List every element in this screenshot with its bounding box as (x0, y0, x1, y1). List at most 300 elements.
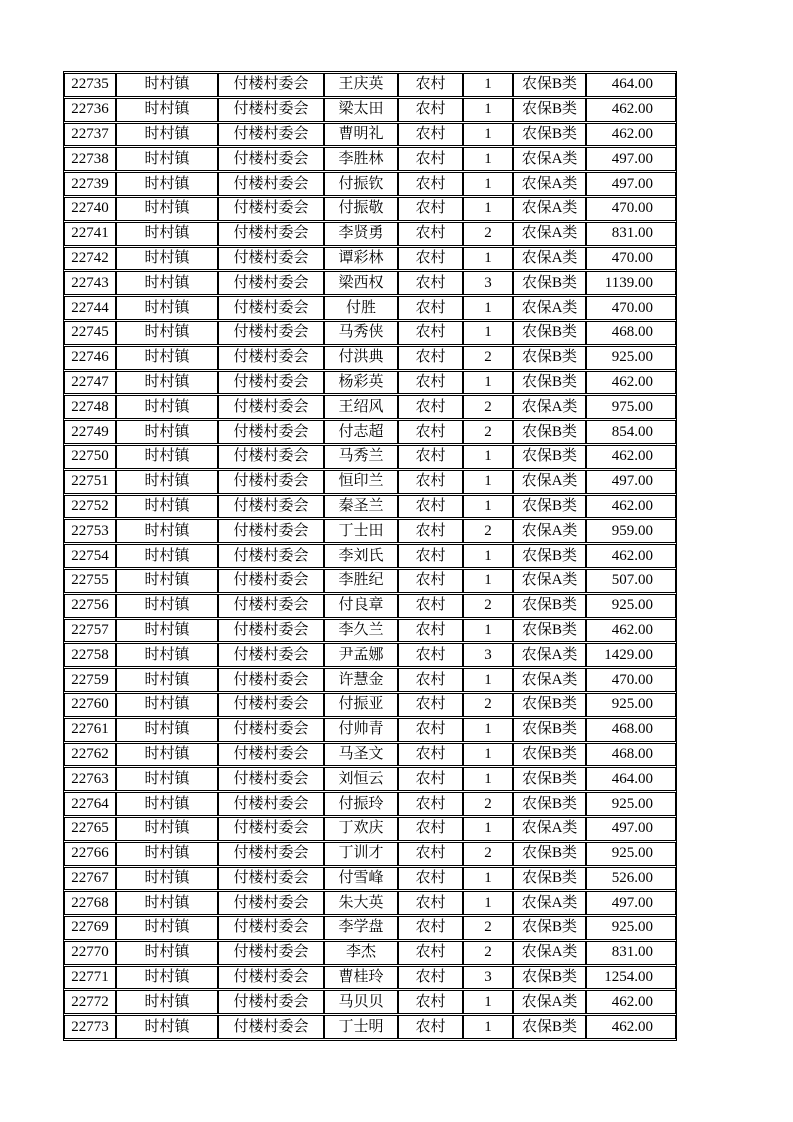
cell-town: 时村镇 (116, 668, 218, 692)
cell-person-name: 付洪典 (324, 346, 398, 370)
table-row (64, 990, 676, 1014)
cell-insurance-class: 农保B类 (513, 743, 586, 767)
cell-residence-category: 农村 (398, 73, 463, 97)
cell-amount: 497.00 (586, 172, 676, 196)
cell-person-count: 1 (463, 445, 513, 469)
cell-village-committee: 付楼村委会 (218, 495, 324, 519)
cell-residence-category: 农村 (398, 519, 463, 543)
table-row (64, 519, 676, 543)
cell-residence-category: 农村 (398, 321, 463, 345)
cell-insurance-class: 农保B类 (513, 420, 586, 444)
cell-insurance-class: 农保A类 (513, 643, 586, 667)
table-row (64, 941, 676, 965)
table-row (64, 371, 676, 395)
cell-village-committee: 付楼村委会 (218, 98, 324, 122)
cell-person-count: 2 (463, 792, 513, 816)
cell-residence-category: 农村 (398, 445, 463, 469)
cell-town: 时村镇 (116, 321, 218, 345)
cell-town: 时村镇 (116, 767, 218, 791)
cell-person-count: 2 (463, 395, 513, 419)
cell-amount: 470.00 (586, 296, 676, 320)
cell-town: 时村镇 (116, 817, 218, 841)
cell-person-name: 朱大英 (324, 891, 398, 915)
cell-village-committee: 付楼村委会 (218, 569, 324, 593)
cell-record-id: 22749 (64, 420, 116, 444)
cell-record-id: 22764 (64, 792, 116, 816)
cell-amount: 468.00 (586, 743, 676, 767)
cell-village-committee: 付楼村委会 (218, 271, 324, 295)
cell-person-name: 梁西权 (324, 271, 398, 295)
cell-record-id: 22736 (64, 98, 116, 122)
cell-record-id: 22766 (64, 842, 116, 866)
cell-town: 时村镇 (116, 445, 218, 469)
cell-person-count: 2 (463, 346, 513, 370)
cell-record-id: 22751 (64, 470, 116, 494)
cell-village-committee: 付楼村委会 (218, 867, 324, 891)
cell-residence-category: 农村 (398, 395, 463, 419)
cell-person-count: 1 (463, 867, 513, 891)
cell-town: 时村镇 (116, 73, 218, 97)
cell-amount: 925.00 (586, 916, 676, 940)
cell-village-committee: 付楼村委会 (218, 371, 324, 395)
cell-residence-category: 农村 (398, 371, 463, 395)
cell-record-id: 22738 (64, 147, 116, 171)
cell-person-name: 李胜纪 (324, 569, 398, 593)
cell-residence-category: 农村 (398, 941, 463, 965)
cell-record-id: 22772 (64, 990, 116, 1014)
cell-insurance-class: 农保A类 (513, 817, 586, 841)
cell-insurance-class: 农保B类 (513, 98, 586, 122)
cell-amount: 831.00 (586, 941, 676, 965)
cell-town: 时村镇 (116, 296, 218, 320)
cell-person-name: 付振钦 (324, 172, 398, 196)
cell-record-id: 22752 (64, 495, 116, 519)
cell-town: 时村镇 (116, 247, 218, 271)
cell-person-name: 李杰 (324, 941, 398, 965)
table-row (64, 743, 676, 767)
cell-amount: 464.00 (586, 767, 676, 791)
cell-amount: 470.00 (586, 197, 676, 221)
cell-village-committee: 付楼村委会 (218, 172, 324, 196)
cell-village-committee: 付楼村委会 (218, 519, 324, 543)
cell-person-count: 2 (463, 222, 513, 246)
cell-record-id: 22771 (64, 966, 116, 990)
cell-person-count: 1 (463, 718, 513, 742)
table-row (64, 271, 676, 295)
cell-insurance-class: 农保A类 (513, 668, 586, 692)
cell-amount: 507.00 (586, 569, 676, 593)
cell-village-committee: 付楼村委会 (218, 346, 324, 370)
cell-amount: 468.00 (586, 321, 676, 345)
cell-town: 时村镇 (116, 718, 218, 742)
document-page (63, 71, 677, 1041)
cell-town: 时村镇 (116, 643, 218, 667)
table-row (64, 693, 676, 717)
table-row (64, 147, 676, 171)
table-row (64, 445, 676, 469)
cell-person-count: 1 (463, 743, 513, 767)
cell-person-name: 李久兰 (324, 619, 398, 643)
cell-residence-category: 农村 (398, 222, 463, 246)
cell-village-committee: 付楼村委会 (218, 916, 324, 940)
cell-village-committee: 付楼村委会 (218, 743, 324, 767)
cell-amount: 462.00 (586, 1015, 676, 1039)
cell-amount: 831.00 (586, 222, 676, 246)
table-row (64, 619, 676, 643)
cell-amount: 497.00 (586, 147, 676, 171)
cell-insurance-class: 农保A类 (513, 296, 586, 320)
cell-residence-category: 农村 (398, 346, 463, 370)
cell-residence-category: 农村 (398, 470, 463, 494)
cell-person-count: 1 (463, 619, 513, 643)
table-row (64, 594, 676, 618)
cell-person-count: 3 (463, 271, 513, 295)
cell-village-committee: 付楼村委会 (218, 1015, 324, 1039)
cell-record-id: 22740 (64, 197, 116, 221)
cell-person-count: 2 (463, 693, 513, 717)
cell-record-id: 22747 (64, 371, 116, 395)
cell-residence-category: 农村 (398, 271, 463, 295)
cell-record-id: 22746 (64, 346, 116, 370)
cell-record-id: 22768 (64, 891, 116, 915)
cell-residence-category: 农村 (398, 172, 463, 196)
cell-record-id: 22739 (64, 172, 116, 196)
cell-person-name: 付雪峰 (324, 867, 398, 891)
cell-insurance-class: 农保B类 (513, 544, 586, 568)
cell-residence-category: 农村 (398, 693, 463, 717)
cell-person-name: 丁士田 (324, 519, 398, 543)
cell-village-committee: 付楼村委会 (218, 891, 324, 915)
cell-residence-category: 农村 (398, 247, 463, 271)
table-row (64, 346, 676, 370)
table-row (64, 767, 676, 791)
cell-village-committee: 付楼村委会 (218, 767, 324, 791)
table-row (64, 544, 676, 568)
cell-person-name: 尹孟娜 (324, 643, 398, 667)
table-row (64, 470, 676, 494)
cell-village-committee: 付楼村委会 (218, 420, 324, 444)
cell-person-name: 付良章 (324, 594, 398, 618)
cell-person-count: 1 (463, 197, 513, 221)
cell-town: 时村镇 (116, 371, 218, 395)
cell-town: 时村镇 (116, 569, 218, 593)
cell-person-count: 1 (463, 172, 513, 196)
cell-person-count: 2 (463, 594, 513, 618)
cell-residence-category: 农村 (398, 842, 463, 866)
cell-insurance-class: 农保A类 (513, 197, 586, 221)
cell-residence-category: 农村 (398, 569, 463, 593)
cell-record-id: 22758 (64, 643, 116, 667)
cell-town: 时村镇 (116, 867, 218, 891)
cell-person-count: 2 (463, 420, 513, 444)
cell-town: 时村镇 (116, 147, 218, 171)
table-row (64, 569, 676, 593)
cell-insurance-class: 农保B类 (513, 73, 586, 97)
cell-village-committee: 付楼村委会 (218, 395, 324, 419)
cell-residence-category: 农村 (398, 495, 463, 519)
cell-person-name: 马贝贝 (324, 990, 398, 1014)
cell-person-count: 3 (463, 966, 513, 990)
cell-person-name: 王绍风 (324, 395, 398, 419)
cell-town: 时村镇 (116, 842, 218, 866)
cell-person-count: 1 (463, 321, 513, 345)
cell-village-committee: 付楼村委会 (218, 619, 324, 643)
table-body (64, 73, 676, 1039)
cell-village-committee: 付楼村委会 (218, 718, 324, 742)
cell-town: 时村镇 (116, 544, 218, 568)
table-row (64, 98, 676, 122)
cell-town: 时村镇 (116, 891, 218, 915)
cell-person-name: 杨彩英 (324, 371, 398, 395)
cell-person-name: 李学盘 (324, 916, 398, 940)
cell-amount: 975.00 (586, 395, 676, 419)
cell-record-id: 22761 (64, 718, 116, 742)
cell-village-committee: 付楼村委会 (218, 643, 324, 667)
cell-person-count: 2 (463, 842, 513, 866)
cell-amount: 464.00 (586, 73, 676, 97)
cell-residence-category: 农村 (398, 668, 463, 692)
cell-residence-category: 农村 (398, 990, 463, 1014)
cell-record-id: 22755 (64, 569, 116, 593)
cell-person-name: 丁欢庆 (324, 817, 398, 841)
cell-insurance-class: 农保A类 (513, 891, 586, 915)
cell-record-id: 22745 (64, 321, 116, 345)
cell-insurance-class: 农保B类 (513, 271, 586, 295)
cell-village-committee: 付楼村委会 (218, 693, 324, 717)
cell-amount: 925.00 (586, 792, 676, 816)
cell-person-name: 丁训才 (324, 842, 398, 866)
cell-amount: 462.00 (586, 619, 676, 643)
cell-village-committee: 付楼村委会 (218, 147, 324, 171)
cell-residence-category: 农村 (398, 643, 463, 667)
cell-town: 时村镇 (116, 792, 218, 816)
cell-person-name: 秦圣兰 (324, 495, 398, 519)
cell-insurance-class: 农保B类 (513, 445, 586, 469)
cell-town: 时村镇 (116, 1015, 218, 1039)
table-row (64, 395, 676, 419)
cell-insurance-class: 农保A类 (513, 941, 586, 965)
cell-town: 时村镇 (116, 966, 218, 990)
cell-person-count: 2 (463, 916, 513, 940)
cell-village-committee: 付楼村委会 (218, 123, 324, 147)
cell-record-id: 22759 (64, 668, 116, 692)
table-row (64, 668, 676, 692)
cell-person-name: 付胜 (324, 296, 398, 320)
cell-insurance-class: 农保B类 (513, 767, 586, 791)
cell-record-id: 22757 (64, 619, 116, 643)
cell-amount: 854.00 (586, 420, 676, 444)
cell-residence-category: 农村 (398, 98, 463, 122)
cell-amount: 462.00 (586, 990, 676, 1014)
cell-residence-category: 农村 (398, 743, 463, 767)
cell-person-count: 1 (463, 371, 513, 395)
cell-person-count: 1 (463, 123, 513, 147)
cell-record-id: 22767 (64, 867, 116, 891)
cell-insurance-class: 农保B类 (513, 842, 586, 866)
cell-insurance-class: 农保B类 (513, 916, 586, 940)
cell-town: 时村镇 (116, 990, 218, 1014)
table-row (64, 891, 676, 915)
cell-record-id: 22737 (64, 123, 116, 147)
payout-table (63, 71, 677, 1041)
cell-insurance-class: 农保B类 (513, 371, 586, 395)
cell-residence-category: 农村 (398, 594, 463, 618)
cell-person-name: 马秀兰 (324, 445, 398, 469)
cell-record-id: 22753 (64, 519, 116, 543)
cell-insurance-class: 农保A类 (513, 172, 586, 196)
cell-person-name: 刘恒云 (324, 767, 398, 791)
cell-town: 时村镇 (116, 172, 218, 196)
cell-village-committee: 付楼村委会 (218, 594, 324, 618)
cell-insurance-class: 农保B类 (513, 495, 586, 519)
cell-residence-category: 农村 (398, 817, 463, 841)
cell-town: 时村镇 (116, 743, 218, 767)
cell-record-id: 22750 (64, 445, 116, 469)
cell-person-name: 李胜林 (324, 147, 398, 171)
cell-record-id: 22735 (64, 73, 116, 97)
cell-town: 时村镇 (116, 941, 218, 965)
cell-amount: 1139.00 (586, 271, 676, 295)
cell-insurance-class: 农保A类 (513, 147, 586, 171)
cell-amount: 468.00 (586, 718, 676, 742)
cell-person-count: 1 (463, 569, 513, 593)
cell-village-committee: 付楼村委会 (218, 73, 324, 97)
table-row (64, 296, 676, 320)
cell-residence-category: 农村 (398, 619, 463, 643)
table-row (64, 222, 676, 246)
cell-person-count: 2 (463, 941, 513, 965)
cell-insurance-class: 农保B类 (513, 718, 586, 742)
cell-amount: 526.00 (586, 867, 676, 891)
cell-person-name: 恒印兰 (324, 470, 398, 494)
cell-town: 时村镇 (116, 123, 218, 147)
cell-person-count: 2 (463, 519, 513, 543)
cell-person-name: 付振玲 (324, 792, 398, 816)
cell-insurance-class: 农保A类 (513, 470, 586, 494)
cell-insurance-class: 农保A类 (513, 222, 586, 246)
cell-town: 时村镇 (116, 594, 218, 618)
table-row (64, 495, 676, 519)
cell-record-id: 22748 (64, 395, 116, 419)
cell-residence-category: 农村 (398, 792, 463, 816)
cell-residence-category: 农村 (398, 123, 463, 147)
cell-amount: 462.00 (586, 123, 676, 147)
cell-amount: 470.00 (586, 247, 676, 271)
cell-record-id: 22769 (64, 916, 116, 940)
cell-residence-category: 农村 (398, 147, 463, 171)
cell-insurance-class: 农保B类 (513, 792, 586, 816)
cell-person-name: 李刘氏 (324, 544, 398, 568)
cell-person-count: 1 (463, 296, 513, 320)
cell-residence-category: 农村 (398, 867, 463, 891)
cell-person-name: 丁士明 (324, 1015, 398, 1039)
cell-town: 时村镇 (116, 420, 218, 444)
cell-amount: 462.00 (586, 495, 676, 519)
cell-record-id: 22762 (64, 743, 116, 767)
cell-insurance-class: 农保B类 (513, 321, 586, 345)
cell-record-id: 22765 (64, 817, 116, 841)
cell-amount: 462.00 (586, 371, 676, 395)
cell-person-name: 付振亚 (324, 693, 398, 717)
table-row (64, 73, 676, 97)
cell-amount: 925.00 (586, 693, 676, 717)
cell-insurance-class: 农保A类 (513, 569, 586, 593)
cell-person-name: 曹明礼 (324, 123, 398, 147)
cell-insurance-class: 农保A类 (513, 395, 586, 419)
cell-amount: 1254.00 (586, 966, 676, 990)
cell-amount: 470.00 (586, 668, 676, 692)
cell-residence-category: 农村 (398, 966, 463, 990)
cell-person-count: 1 (463, 767, 513, 791)
cell-amount: 925.00 (586, 346, 676, 370)
cell-insurance-class: 农保A类 (513, 519, 586, 543)
cell-insurance-class: 农保B类 (513, 123, 586, 147)
cell-village-committee: 付楼村委会 (218, 470, 324, 494)
cell-town: 时村镇 (116, 470, 218, 494)
cell-village-committee: 付楼村委会 (218, 544, 324, 568)
cell-person-name: 李贤勇 (324, 222, 398, 246)
cell-village-committee: 付楼村委会 (218, 842, 324, 866)
cell-town: 时村镇 (116, 519, 218, 543)
cell-insurance-class: 农保B类 (513, 867, 586, 891)
cell-town: 时村镇 (116, 495, 218, 519)
cell-residence-category: 农村 (398, 891, 463, 915)
cell-residence-category: 农村 (398, 420, 463, 444)
cell-person-name: 王庆英 (324, 73, 398, 97)
cell-village-committee: 付楼村委会 (218, 941, 324, 965)
cell-record-id: 22754 (64, 544, 116, 568)
table-row (64, 247, 676, 271)
cell-amount: 497.00 (586, 470, 676, 494)
cell-town: 时村镇 (116, 98, 218, 122)
cell-insurance-class: 农保B类 (513, 1015, 586, 1039)
cell-amount: 462.00 (586, 98, 676, 122)
table-row (64, 842, 676, 866)
cell-person-count: 1 (463, 470, 513, 494)
cell-person-name: 曹桂玲 (324, 966, 398, 990)
cell-insurance-class: 农保B类 (513, 619, 586, 643)
cell-amount: 462.00 (586, 544, 676, 568)
table-row (64, 321, 676, 345)
table-row (64, 966, 676, 990)
cell-person-name: 付志超 (324, 420, 398, 444)
table-row (64, 420, 676, 444)
cell-town: 时村镇 (116, 346, 218, 370)
cell-record-id: 22773 (64, 1015, 116, 1039)
cell-village-committee: 付楼村委会 (218, 247, 324, 271)
cell-amount: 462.00 (586, 445, 676, 469)
cell-residence-category: 农村 (398, 296, 463, 320)
cell-village-committee: 付楼村委会 (218, 990, 324, 1014)
cell-residence-category: 农村 (398, 197, 463, 221)
cell-village-committee: 付楼村委会 (218, 296, 324, 320)
cell-person-count: 1 (463, 1015, 513, 1039)
cell-record-id: 22756 (64, 594, 116, 618)
table-row (64, 643, 676, 667)
table-row (64, 718, 676, 742)
cell-person-name: 谭彩林 (324, 247, 398, 271)
cell-amount: 497.00 (586, 817, 676, 841)
cell-insurance-class: 农保B类 (513, 346, 586, 370)
cell-town: 时村镇 (116, 693, 218, 717)
cell-person-count: 3 (463, 643, 513, 667)
cell-person-name: 马秀侠 (324, 321, 398, 345)
cell-amount: 959.00 (586, 519, 676, 543)
cell-person-count: 1 (463, 891, 513, 915)
cell-record-id: 22741 (64, 222, 116, 246)
cell-record-id: 22760 (64, 693, 116, 717)
cell-person-name: 马圣文 (324, 743, 398, 767)
